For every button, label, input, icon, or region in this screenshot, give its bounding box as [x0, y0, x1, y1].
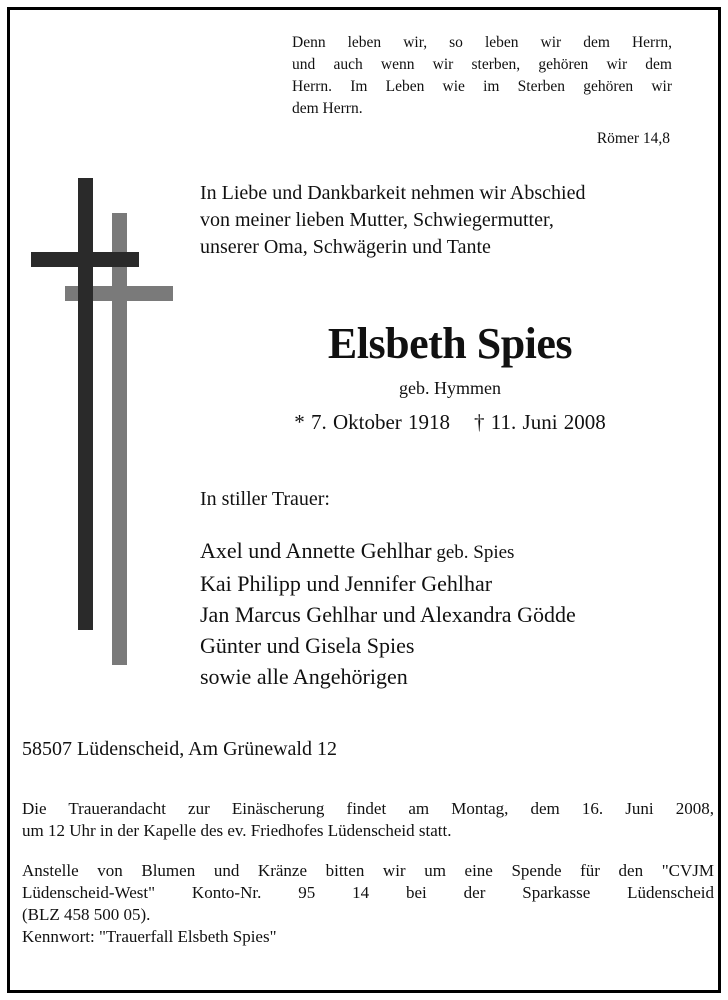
verse-reference: Römer 14,8 [596, 130, 670, 147]
mourner-line: Kai Philipp und Jennifer Gehlhar [200, 571, 493, 596]
death-date: † 11. Juni 2008 [474, 410, 606, 434]
donation-info [22, 860, 714, 948]
verse-line: Herrn. Im Leben wie im Sterben gehören wir [292, 78, 672, 95]
mourner-line: sowie alle Angehörigen [200, 664, 408, 689]
crosses-icon [28, 175, 178, 670]
verse-line: Denn leben wir, so leben wir dem Herrn, [292, 34, 672, 51]
intro-line: In Liebe und Dankbarkeit nehmen wir Abschied [200, 182, 586, 204]
mourners-list [200, 535, 700, 692]
mourner-line: Günter und Gisela Spies [200, 633, 415, 658]
intro-line: von meiner lieben Mutter, Schwiegermutter, [200, 209, 554, 231]
mourner-line: Jan Marcus Gehlhar und Alexandra Gödde [200, 602, 576, 627]
mourning-label: In stiller Trauer: [200, 488, 330, 510]
birth-date: * 7. Oktober 1918 [294, 410, 451, 434]
service-line: um 12 Uhr in der Kapelle des ev. Friedhofes Lüdenscheid statt. [22, 821, 452, 840]
donation-line: Kennwort: "Trauerfall Elsbeth Spies" [22, 927, 277, 946]
address: 58507 Lüdenscheid, Am Grünewald 12 [22, 738, 337, 760]
mourner-line: Axel und Annette Gehlhar geb. Spies [200, 538, 515, 563]
donation-line: Lüdenscheid-West" Konto-Nr. 95 14 bei der Sparkasse Lüdenscheid [22, 883, 714, 902]
service-line: Die Trauerandacht zur Einäscherung findet am Montag, dem 16. Juni 2008, [22, 799, 714, 818]
intro-line: unserer Oma, Schwägerin und Tante [200, 236, 491, 258]
life-dates [200, 410, 700, 435]
bible-verse [292, 32, 672, 120]
verse-line: und auch wenn wir sterben, gehören wir dem [292, 56, 672, 73]
deceased-name: Elsbeth Spies [327, 319, 573, 368]
service-info [22, 798, 714, 842]
maiden-name: geb. Hymmen [399, 378, 501, 398]
donation-line: Anstelle von Blumen und Kränze bitten wir um eine Spende für den "CVJM [22, 861, 714, 880]
donation-line: (BLZ 458 500 05). [22, 905, 151, 924]
intro-text [200, 180, 680, 261]
verse-line: dem Herrn. [292, 100, 363, 117]
